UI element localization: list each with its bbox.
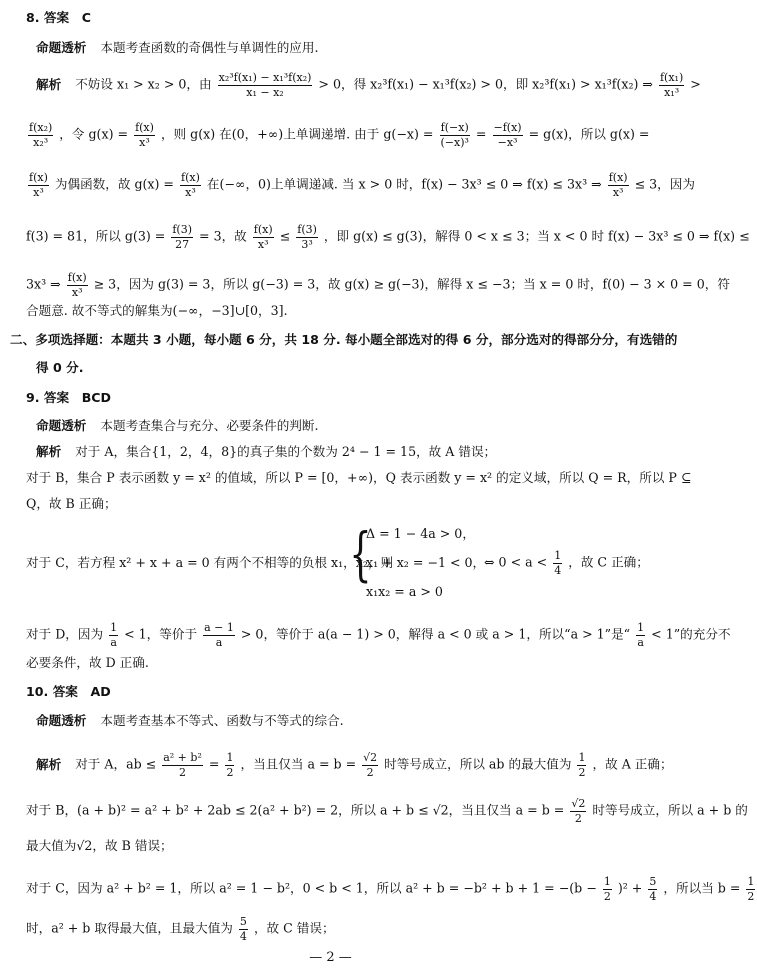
q9-text: < 1”的充分不 bbox=[651, 626, 731, 642]
q10-analysis-label: 解析 bbox=[36, 756, 62, 772]
q10-option-b-2: 最大值为√2，故 B 错误； bbox=[26, 838, 173, 853]
q10-text: ，故 C 错误； bbox=[253, 920, 335, 936]
q10-option-c-1 bbox=[26, 876, 757, 902]
q10-option-b-1 bbox=[26, 798, 748, 824]
q8-text: ，则 g(x) 在(0，+∞)上单调递增. 由于 g(−x) = bbox=[160, 126, 434, 142]
q9-option-d-2: 必要条件，故 D 正确. bbox=[26, 655, 149, 670]
q9-option-b-1: 对于 B，集合 P 表示函数 y = x² 的值域，所以 P = [0，+∞)，Q 表示函数 y = x² 的定义域，所以 Q = R，所以 P ⊆ bbox=[26, 470, 692, 485]
q10-text: ，故 A 正确； bbox=[592, 756, 673, 772]
q10-text: 对于 A，ab ≤ bbox=[75, 756, 157, 772]
q9-system-1: Δ = 1 − 4a > 0， bbox=[366, 526, 475, 541]
q9-option-c-post bbox=[484, 550, 649, 576]
q10-option-c-2 bbox=[26, 916, 335, 942]
q10-title: 10. 答案 AD bbox=[26, 684, 111, 699]
fraction: $\frac{a - 1}{a}$ bbox=[204, 621, 234, 649]
fraction: $\frac{f(-x)}{\text{(−x)³}}$ bbox=[440, 121, 469, 149]
q9-intent-label: 命题透析 bbox=[36, 418, 87, 433]
q8-text: ，即 g(x) ≤ g(3)，解得 0 < x ≤ 3；当 x < 0 时 f(x) − 3x³ ≤ 0 ⇒ f(x) ≤ bbox=[323, 228, 750, 244]
fraction: $\frac{5}{4}$ bbox=[239, 915, 247, 943]
fraction: $\frac{f(x)}{\text{x³}}$ bbox=[67, 271, 87, 299]
q8-intent bbox=[36, 42, 318, 55]
q8-text: f(3) = 81，所以 g(3) = bbox=[26, 228, 166, 244]
q9-system-2: x₁ + x₂ = −1 < 0， bbox=[366, 555, 486, 570]
q10-text: = bbox=[208, 756, 220, 772]
q9-text: < 1，等价于 bbox=[124, 626, 198, 642]
q8-analysis-line-6: 合题意. 故不等式的解集为(−∞，−3]∪[0，3]. bbox=[26, 303, 288, 318]
q10-text: 时等号成立，所以 ab 的最大值为 bbox=[384, 756, 572, 772]
q10-intent-text: 本题考查基本不等式、函数与不等式的综合. bbox=[100, 713, 344, 728]
section-2-heading-cont: 得 0 分. bbox=[36, 360, 84, 375]
system-brace: { bbox=[349, 520, 372, 588]
q10-intent bbox=[36, 715, 344, 728]
fraction: $\frac{1}{2}$ bbox=[603, 875, 611, 903]
q8-analysis-line-3 bbox=[26, 172, 695, 198]
q8-analysis-line-1 bbox=[36, 72, 701, 98]
q9-text: ⇔ 0 < a < bbox=[484, 554, 548, 570]
q9-option-d-1 bbox=[26, 622, 731, 648]
q9-option-b-2: Q，故 B 正确； bbox=[26, 496, 117, 511]
fraction: $\frac{1}{4}$ bbox=[554, 549, 562, 577]
fraction: $\frac{1}{a}$ bbox=[637, 621, 645, 649]
q9-option-c-pre: 对于 C，若方程 x² + x + a = 0 有两个不相等的负根 x₁，x₂，则 bbox=[26, 555, 394, 570]
section-2-heading: 二、多项选择题：本题共 3 小题，每小题 6 分，共 18 分. 每小题全部选对的得 6 分，部分选对的得部分分，有选错的 bbox=[10, 332, 678, 347]
fraction: $\frac{f(x)}{\text{x³}}$ bbox=[135, 121, 154, 149]
fraction: $\frac{\text{x₂³f(x₁) − x₁³f(x₂)}}{\text{x₁ − x₂}}$ bbox=[218, 71, 312, 99]
fraction: $\frac{f(x)}{\text{x³}}$ bbox=[608, 171, 628, 199]
q8-analysis-line-4: f(3) = 81，所以 g(3) = $\frac{f(3)}{27}$ = 3，故 $\frac{f(x)}{\text{x³}}$ ≤ $\frac{f(3)}{\text{3³}}$ ，即 g(x) ≤ g(3)，解得 0 < x ≤ 3；当 x < 0 时 f(x) − 3x³ ≤ 0 ⇒ f(x) ≤ bbox=[26, 223, 750, 251]
q8-text: ≥ 3，因为 g(3) = 3，所以 g(−3) = 3，故 g(x) ≥ g(−3)，解得 x ≤ −3；当 x = 0 时，f(0) − 3 × 0 = 0，符 bbox=[93, 276, 730, 292]
fraction: $\frac{\text{f(x₁)}}{\text{x₁³}}$ bbox=[659, 71, 684, 99]
q9-intent-text: 本题考查集合与充分、必要条件的判断. bbox=[100, 418, 319, 433]
fraction: $\frac{1}{2}$ bbox=[578, 751, 586, 779]
q9-analysis-label: 解析 bbox=[36, 444, 62, 459]
fraction: $\frac{√2}{2}$ bbox=[571, 797, 586, 825]
q9-system-3: x₁x₂ = a > 0 bbox=[366, 584, 443, 599]
q9-option-a bbox=[36, 446, 496, 459]
page-number: — 2 — bbox=[309, 950, 352, 965]
q9-text: 对于 D，因为 bbox=[26, 626, 104, 642]
fraction: $\frac{-f(x)}{\text{−x³}}$ bbox=[493, 121, 522, 149]
q8-text: 在(−∞，0)上单调递减. 当 x > 0 时，f(x) − 3x³ ≤ 0 ⇒ f(x) ≤ 3x³ ⇒ bbox=[206, 176, 602, 192]
fraction: $\frac{f(3)}{27}$ bbox=[172, 223, 192, 251]
q10-text: 时，a² + b 取得最大值，且最大值为 bbox=[26, 920, 233, 936]
q8-title: 8. 答案 C bbox=[26, 10, 91, 25]
q8-analysis-line-5 bbox=[26, 272, 730, 298]
q9-text: ，故 C 正确； bbox=[568, 554, 649, 570]
q8-intent-label: 命题透析 bbox=[36, 40, 87, 55]
fraction: $\frac{1}{a}$ bbox=[110, 621, 118, 649]
q10-text: 对于 C，因为 a² + b² = 1，所以 a² = 1 − b²，0 < b < 1，所以 a² + b = −b² + b + 1 = −(b − bbox=[26, 880, 597, 896]
q8-text: 不妨设 x₁ > x₂ > 0，由 bbox=[75, 76, 212, 92]
fraction: $\frac{1}{2}$ bbox=[747, 875, 755, 903]
q9-intent bbox=[36, 420, 318, 433]
fraction: $\frac{\text{f(x₂)}}{\text{x₂³}}$ bbox=[29, 121, 53, 149]
q8-text: 为偶函数，故 g(x) = bbox=[54, 176, 174, 192]
q8-text: = g(x)，所以 g(x) = bbox=[528, 126, 650, 142]
q10-text: ，当且仅当 a = b = bbox=[240, 756, 357, 772]
fraction: $\frac{f(x)}{\text{x³}}$ bbox=[253, 223, 273, 251]
q8-text: = 3，故 bbox=[199, 228, 247, 244]
q10-text: 时等号成立，所以 a + b 的 bbox=[592, 802, 748, 818]
q8-analysis-line-2 bbox=[26, 122, 649, 148]
q10-text: 对于 B，(a + b)² = a² + b² + 2ab ≤ 2(a² + b²) = 2，所以 a + b ≤ √2，当且仅当 a = b = bbox=[26, 802, 565, 818]
q9-text: 对于 A，集合{1，2，4，8}的真子集的个数为 2⁴ − 1 = 15，故 A 错误； bbox=[75, 444, 497, 459]
fraction: $\frac{1}{2}$ bbox=[226, 751, 234, 779]
q8-text: > 0，得 x₂³f(x₁) − x₁³f(x₂) > 0，即 x₂³f(x₁) > x₁³f(x₂) ⇒ bbox=[318, 76, 653, 92]
fraction: $\frac{f(x)}{\text{x³}}$ bbox=[29, 171, 48, 199]
q10-text: )² + bbox=[617, 880, 643, 896]
q8-analysis-label: 解析 bbox=[36, 76, 62, 92]
q8-text: > bbox=[690, 76, 701, 92]
fraction: $\frac{\text{a² + b²}}{2}$ bbox=[163, 751, 202, 779]
q8-text: 3x³ ⇒ bbox=[26, 276, 61, 292]
q10-text: ，所以当 b = bbox=[663, 880, 741, 896]
q8-intent-text: 本题考查函数的奇偶性与单调性的应用. bbox=[100, 40, 319, 55]
q8-text: ，令 g(x) = bbox=[59, 126, 129, 142]
fraction: $\frac{√2}{2}$ bbox=[363, 751, 378, 779]
fraction: $\frac{f(3)}{\text{3³}}$ bbox=[297, 223, 317, 251]
q10-intent-label: 命题透析 bbox=[36, 713, 87, 728]
q8-text: = bbox=[475, 126, 487, 142]
q9-title: 9. 答案 BCD bbox=[26, 390, 112, 405]
q10-option-a bbox=[36, 752, 673, 778]
q8-text: ≤ 3，因为 bbox=[634, 176, 695, 192]
q9-text: > 0，等价于 a(a − 1) > 0，解得 a < 0 或 a > 1，所以“a > 1”是“ bbox=[240, 626, 631, 642]
fraction: $\frac{5}{4}$ bbox=[649, 875, 657, 903]
fraction: $\frac{f(x)}{\text{x³}}$ bbox=[181, 171, 200, 199]
